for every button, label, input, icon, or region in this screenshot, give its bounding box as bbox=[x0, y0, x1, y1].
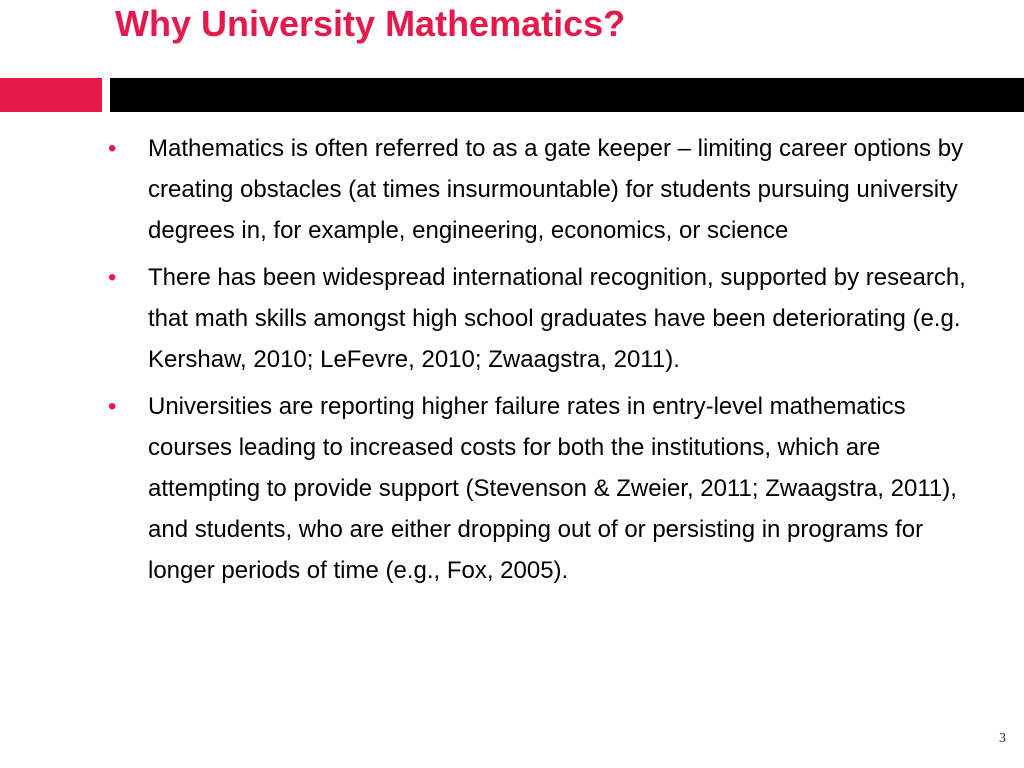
slide-title: Why University Mathematics? bbox=[115, 3, 626, 44]
bullet-text: Mathematics is often referred to as a gate keeper – limiting career options by creating obstacles (at times insurmountable) for students pursuing university degrees in, for example, engineering, economics, or science bbox=[148, 135, 964, 244]
bullet-dot-icon: • bbox=[108, 135, 117, 162]
bullet-item bbox=[108, 386, 968, 591]
bullet-item bbox=[108, 128, 968, 251]
bullet-item bbox=[108, 257, 968, 380]
bullet-list bbox=[108, 128, 968, 597]
bullet-dot-icon: • bbox=[108, 393, 117, 420]
bullet-dot-icon: • bbox=[108, 264, 117, 291]
accent-bar-red bbox=[0, 78, 102, 112]
header-bar-black bbox=[110, 78, 1024, 112]
bullet-text: There has been widespread international recognition, supported by research, that math skills amongst high school graduates have been deteriorating (e.g. Kershaw, 2010; LeFevre, 2010; Zwaagstra, 2011). bbox=[148, 264, 966, 373]
page-number: 3 bbox=[999, 731, 1006, 746]
bullet-text: Universities are reporting higher failure rates in entry-level mathematics courses leading to increased costs for both the institutions, which are attempting to provide support (Stevenson & Zweier, 2011; Zwaagstra, 2011), and students, who are either dropping out of or persisting in programs for longer periods of time (e.g., Fox, 2005). bbox=[148, 393, 957, 584]
